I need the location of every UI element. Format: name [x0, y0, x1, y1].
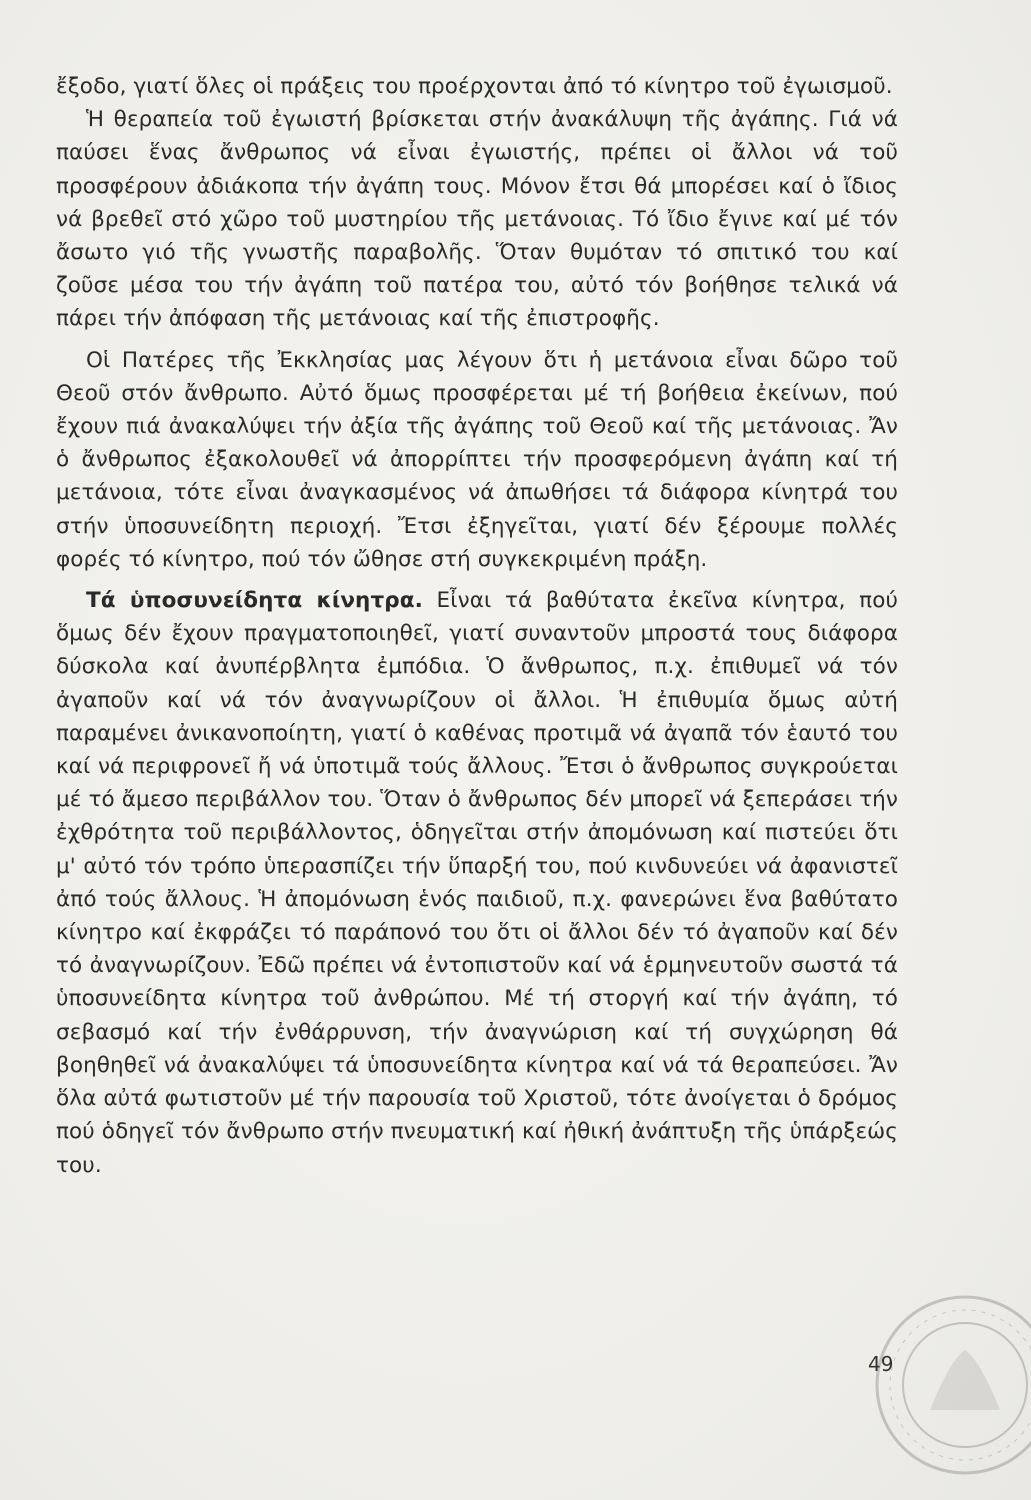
library-stamp-icon [870, 1290, 1031, 1480]
paragraph-4 [56, 584, 898, 1182]
body-text [56, 70, 898, 1182]
paragraph-1: ἔξοδο, γιατί ὅλες οἱ πράξεις του προέρχονται ἀπό τό κίνητρο τοῦ ἐγωισμοῦ. [56, 74, 893, 99]
page-number: 49 [868, 1352, 894, 1376]
paragraph-2: Ἡ θεραπεία τοῦ ἐγωιστή βρίσκεται στήν ἀνακάλυψη τῆς ἀγάπης. Γιά νά παύσει ἕνας ἄνθρωπος νά εἶναι ἐγωιστής, πρέπει οἱ ἄλλοι νά τοῦ προσφέρουν ἀδιάκοπα τήν ἀγάπη τους. Μόνον ἔτσι θά μπορέσει καί ὁ ἴδιος νά βρεθεῖ στό χῶρο τοῦ μυστηρίου τῆς μετάνοιας. Τό ἴδιο ἔγινε καί μέ τόν ἄσωτο γιό τῆς γνωστῆς παραβολῆς. Ὅταν θυμόταν τό σπιτικό του καί ζοῦσε μέσα του τήν ἀγάπη τοῦ πατέρα του, αὐτό τόν βοήθησε τελικά νά πάρει τήν ἀπόφαση τῆς μετάνοιας καί τῆς ἐπιστροφῆς. [56, 107, 898, 332]
paragraph-4-body: Εἶναι τά βαθύτατα ἐκεῖνα κίνητρα, πού ὅμως δέν ἔχουν πραγματοποιηθεῖ, γιατί συναντοῦν μπροστά τους διάφορα δύσκολα καί ἀνυπέρβλητα ἐμπόδια. Ὁ ἄνθρωπος, π.χ. ἐπιθυμεῖ νά τόν ἀγαποῦν καί νά τόν ἀναγνωρίζουν οἱ ἄλλοι. Ἡ ἐπιθυμία ὅμως αὐτή παραμένει ἀνικανοποίητη, γιατί ὁ καθένας προτιμᾶ νά ἀγαπᾶ τόν ἑαυτό του καί νά περιφρονεῖ ἤ νά ὑποτιμᾶ τούς ἄλλους. Ἔτσι ὁ ἄνθρωπος συγκρούεται μέ τό ἄμεσο περιβάλλον του. Ὅταν ὁ ἄνθρωπος δέν μπορεῖ νά ξεπεράσει τήν ἐχθρότητα τοῦ περιβάλλοντος, ὁδηγεῖται στήν ἀπομόνωση καί πιστεύει ὅτι μ' αὐτό τόν τρόπο ὑπερασπίζει τήν ὕπαρξή του, πού κινδυνεύει νά ἀφανιστεῖ ἀπό τούς ἄλλους. Ἡ ἀπομόνωση ἑνός παιδιοῦ, π.χ. φανερώνει ἕνα βαθύτατο κίνητρο καί ἐκφράζει τό παράπονό του ὅτι οἱ ἄλλοι δέν τό ἀγαποῦν καί δέν τό ἀναγνωρίζουν. Ἐδῶ πρέπει νά ἐντοπιστοῦν καί νά ἑρμηνευτοῦν σωστά τά ὑποσυνείδητα κίνητρα τοῦ ἀνθρώπου. Μέ τή στοργή καί τήν ἀγάπη, τό σεβασμό καί τήν ἐνθάρρυνση, τήν ἀναγνώριση καί τή συγχώρηση θά βοηθηθεῖ νά ἀνακαλύψει τά ὑποσυνείδητα κίνητρα καί νά τά θεραπεύσει. Ἄν ὅλα αὐτά φωτιστοῦν μέ τήν παρουσία τοῦ Χριστοῦ, τότε ἀνοίγεται ὁ δρόμος πού ὁδηγεῖ τόν ἄνθρωπο στήν πνευματική καί ἠθική ἀνάπτυξη τῆς ὑπάρξεώς του. [56, 588, 898, 1178]
section-heading: Τά ὑποσυνείδητα κίνητρα. [86, 588, 423, 614]
paragraph-3: Οἱ Πατέρες τῆς Ἐκκλησίας μας λέγουν ὅτι ἡ μετάνοια εἶναι δῶρο τοῦ Θεοῦ στόν ἄνθρωπο. Αὐτό ὅμως προσφέρεται μέ τή βοήθεια ἐκείνων, πού ἔχουν πιά ἀνακαλύψει τήν ἀξία τῆς ἀγάπης τοῦ Θεοῦ καί τῆς μετάνοιας. Ἄν ὁ ἄνθρωπος ἐξακολουθεῖ νά ἀπορρίπτει τήν προσφερόμενη ἀγάπη καί τή μετάνοια, τότε εἶναι ἀναγκασμένος νά ἀπωθήσει τά διάφορα κίνητρά του στήν ὑποσυνείδητη περιοχή. Ἔτσι ἐξηγεῖται, γιατί δέν ξέρουμε πολλές φορές τό κίνητρο, πού τόν ὤθησε στή συγκεκριμένη πράξη. [56, 347, 898, 572]
